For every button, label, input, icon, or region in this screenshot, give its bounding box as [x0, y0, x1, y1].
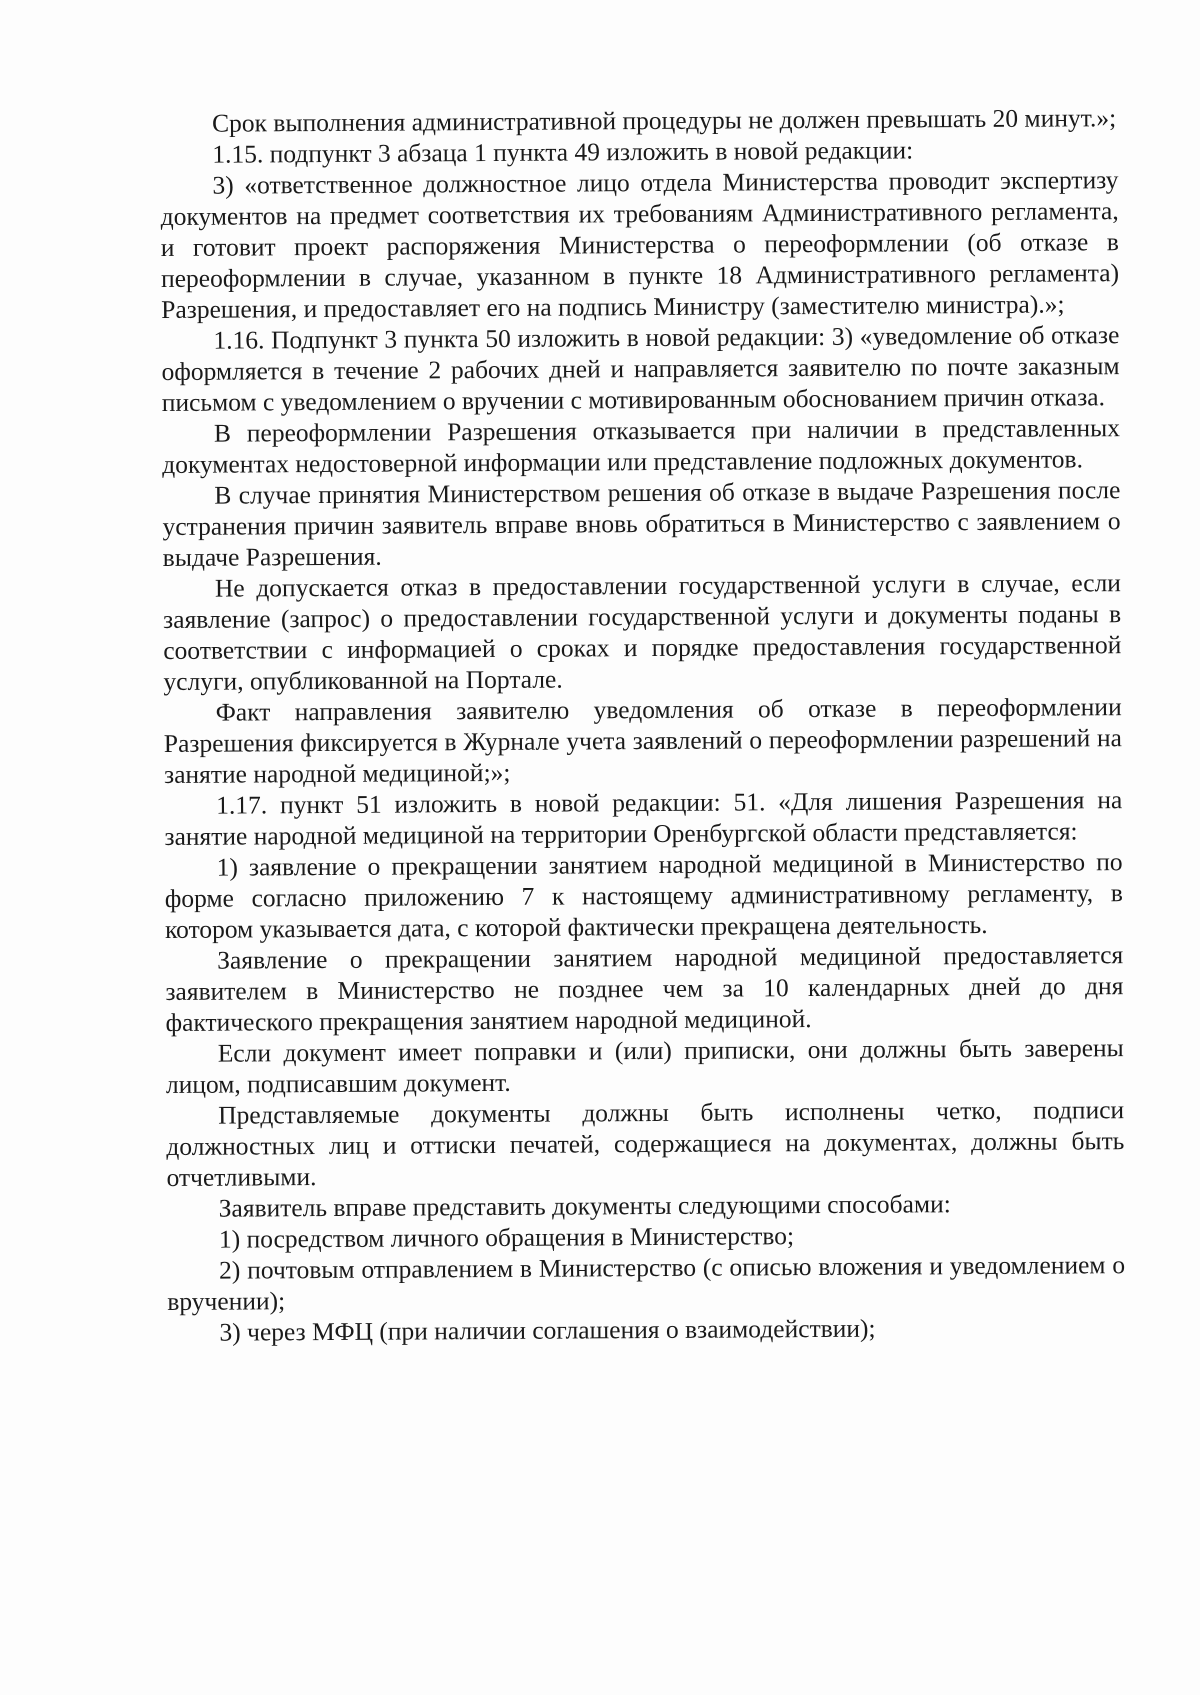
paragraph: Представляемые документы должны быть исполнены четко, подписи должностных лиц и оттиски печатей, содержащиеся на документах, должны быть отчетливыми.	[166, 1095, 1125, 1192]
paragraph: Если документ имеет поправки и (или) приписки, они должны быть заверены лицом, подписавшим документ.	[165, 1033, 1124, 1099]
paragraph: 1.17. пункт 51 изложить в новой редакции: 51. «Для лишения Разрешения на занятие народной медициной на территории Оренбургской области представляется:	[164, 785, 1123, 851]
paragraph: 1.15. подпункт 3 абзаца 1 пункта 49 изложить в новой редакции:	[212, 135, 914, 169]
paragraph: 3) через МФЦ (при наличии соглашения о взаимодействии);	[219, 1313, 876, 1347]
document-body	[160, 102, 1126, 1348]
paragraph: Заявление о прекращении занятием народной медициной предоставляется заявителем в Министерство не позднее чем за 10 календарных дней до дня фактического прекращения занятием народной медициной.	[165, 940, 1124, 1037]
paragraph: 1.16. Подпункт 3 пункта 50 изложить в новой редакции: 3) «уведомление об отказе оформляется в течение 2 рабочих дней и направляется заявителю по почте заказным письмом с уведомлением о вручении с мотивированным обоснованием причин отказа.	[161, 320, 1120, 417]
paragraph: Срок выполнения административной процедуры не должен превышать 20 минут.»;	[212, 103, 1117, 138]
paragraph: В случае принятия Министерством решения об отказе в выдаче Разрешения после устранения причин заявитель вправе вновь обратиться в Министерство с заявлением о выдаче Разрешения.	[162, 475, 1121, 572]
paragraph: В переоформлении Разрешения отказывается при наличии в представленных документах недостоверной информации или представление подложных документов.	[162, 413, 1121, 479]
paragraph: 1) заявление о прекращении занятием народной медициной в Министерство по форме согласно приложению 7 к настоящему административному регламенту, в котором указывается дата, с которой фактически прекращена деятельность.	[164, 847, 1123, 944]
paragraph: Факт направления заявителю уведомления об отказе в переоформлении Разрешения фиксируется в Журнале учета заявлений о переоформлении разрешений на занятие народной медициной;»;	[163, 692, 1122, 789]
paragraph: Не допускается отказ в предоставлении государственной услуги в случае, если заявление (запрос) о предоставлении государственной услуги и документы поданы в соответствии с информацией о сроках и порядке предоставления государственной услуги, опубликованной на Портале.	[163, 568, 1122, 696]
paragraph: Заявитель вправе представить документы следующими способами:	[218, 1189, 951, 1223]
paragraph: 2) почтовым отправлением в Министерство (с описью вложения и уведомлением о вручении);	[167, 1250, 1126, 1316]
paragraph: 1) посредством личного обращения в Министерство;	[218, 1221, 795, 1254]
paragraph: 3) «ответственное должностное лицо отдела Министерства проводит экспертизу документов на предмет соответствия их требованиям Административного регламента, и готовит проект распоряжения Министерства о переоформлении (об отказе в переоформлении в случае, указанном в пункте 18 Административного регламента) Разрешения, и предоставляет его на подпись Министру (заместителю министра).»;	[160, 165, 1120, 324]
